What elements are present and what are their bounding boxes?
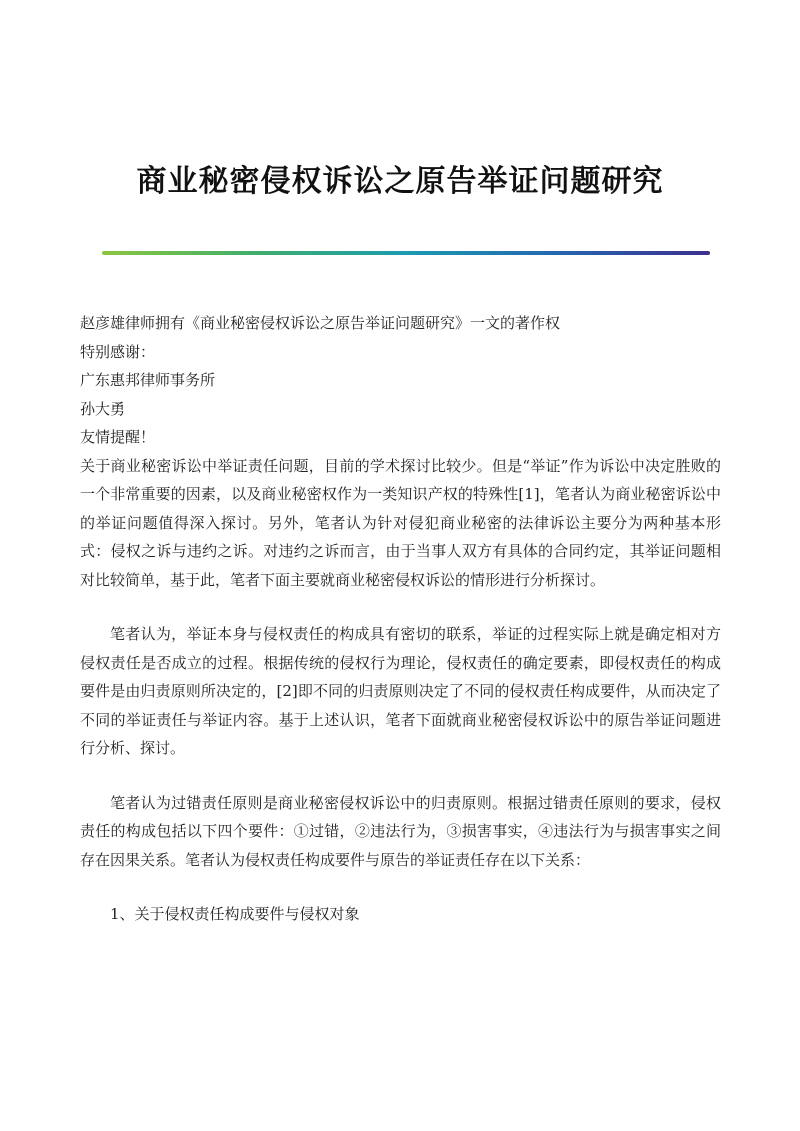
thanks-organization: 广东惠邦律师事务所 <box>80 371 216 389</box>
thanks-person: 孙大勇 <box>80 399 126 418</box>
section-heading: 1、关于侵权责任构成要件与侵权对象 <box>110 905 360 923</box>
thanks-label: 特别感谢： <box>80 342 156 361</box>
paragraph-fault-liability: 笔者认为过错责任原则是商业秘密侵权诉讼中的归责原则。根据过错责任原则的要求，侵权责任的构成包括以下四个要件：①过错，②违法行为，③损害事实，④违法行为与损害事实之间存在因果关系。笔者认为侵权责任构成要件与原告的举证责任存在以下关系： <box>80 793 721 869</box>
copyright-line: 赵彦雄律师拥有《商业秘密侵权诉讼之原告举证问题研究》一文的著作权 <box>80 314 561 332</box>
paragraph-intro: 关于商业秘密诉讼中举证责任问题，目前的学术探讨比较少。但是“举证”作为诉讼中决定胜败的一个非常重要的因素，以及商业秘密权作为一类知识产权的特殊性[1]，笔者认为商业秘密诉讼中的举证问题值得深入探讨。另外，笔者认为针对侵犯商业秘密的法律诉讼主要分为两种基本形式：侵权之诉与违约之诉。对违约之诉而言，由于当事人双方有具体的合同约定，其举证问题相对比较简单，基于此，笔者下面主要就商业秘密侵权诉讼的情形进行分析探讨。 <box>80 456 721 589</box>
page-title: 商业秘密侵权诉讼之原告举证问题研究 <box>136 164 664 199</box>
reminder-label: 友情提醒！ <box>80 428 156 446</box>
title-divider <box>102 251 710 255</box>
document-body <box>80 309 721 929</box>
paragraph-burden-of-proof: 笔者认为，举证本身与侵权责任的构成具有密切的联系，举证的过程实际上就是确定相对方侵权责任是否成立的过程。根据传统的侵权行为理论，侵权责任的确定要素，即侵权责任的构成要件是由归责原则所决定的，[2]即不同的归责原则决定了不同的侵权责任构成要件，从而决定了不同的举证责任与举证内容。基于上述认识，笔者下面就商业秘密侵权诉讼中的原告举证问题进行分析、探讨。 <box>80 625 721 757</box>
